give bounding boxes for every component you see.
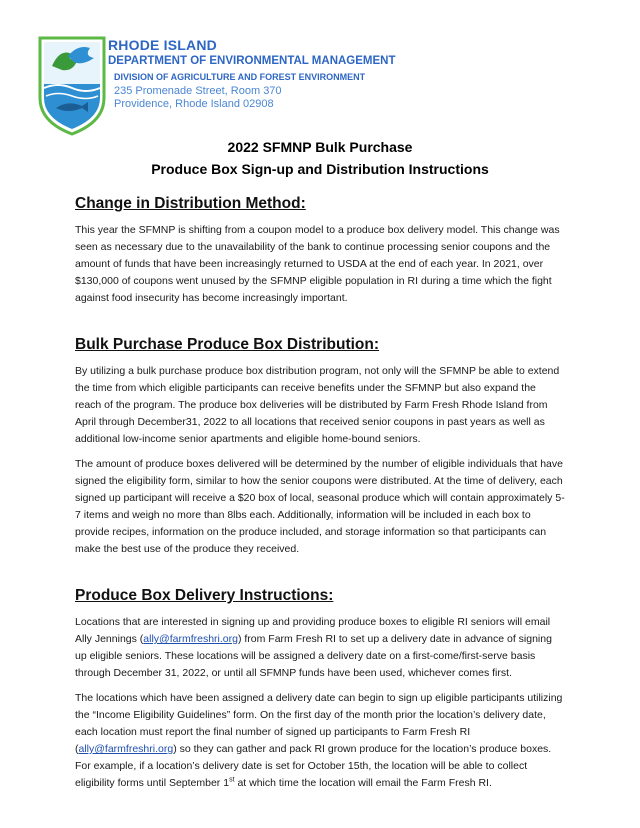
paragraph-delivery-2: [75, 690, 565, 792]
delivery-2-text-b: ) so they can gather and pack RI grown produce for the location’s produce boxes. For example, if a location’s delivery date is set for October 15th, the location will be able to collect eligibility forms until September 1: [75, 743, 552, 789]
letterhead-address: [114, 85, 396, 113]
delivery-2-text-a: The locations which have been assigned a delivery date can begin to sign up eligible participants utilizing the “Income Eligibility Guidelines” form. On the first day of the month prior the location’s delivery date, each location must report the final number of signed up participants to Farm Fresh RI (: [75, 692, 563, 755]
section-heading-bulk: Bulk Purchase Produce Box Distribution:: [75, 336, 380, 353]
section-heading-delivery: Produce Box Delivery Instructions:: [75, 587, 334, 604]
paragraph-change-1: This year the SFMNP is shifting from a coupon model to a produce box delivery model. This change was seen as necessary due to the unavailability of the bank to continue processing senior coupons and the amount of funds that have been increasingly returned to USDA at the end of each year. In 2021, over $130,000 of coupons went unused by the SFMNP eligible population in RI during a time which the fight against food insecurity has become increasingly important.: [75, 224, 560, 304]
section-heading-change: Change in Distribution Method:: [75, 195, 306, 212]
paragraph-bulk-2: The amount of produce boxes delivered will be determined by the number of eligible individuals that have signed the eligibility form, similar to how the senior coupons were distributed. At the time of delivery, each signed up participant will receive a $20 box of local, seasonal produce which will contain approximately 5-7 items and weigh no more than 8lbs each. Additionally, information will be included in each box to provide recipes, information on the produce included, and storage information so that participants can make the best use of the produce they received.: [75, 458, 565, 555]
letterhead-department: DEPARTMENT OF ENVIRONMENTAL MANAGEMENT: [108, 55, 396, 67]
delivery-1-text-b: ) from Farm Fresh RI to set up a delivery date in advance of signing up eligible seniors. These locations will be assigned a delivery date on a first-come/first-serve basis through December 31, 2022, or until all SFMNP funds have been used, whichever comes first.: [75, 633, 552, 679]
ordinal-suffix: st: [229, 776, 235, 784]
title-line-1: 2022 SFMNP Bulk Purchase: [227, 139, 413, 155]
ri-dem-logo-icon: [38, 36, 106, 136]
title-line-2: Produce Box Sign-up and Distribution Instructions: [151, 161, 489, 177]
email-link[interactable]: ally@farmfreshri.org: [78, 743, 174, 755]
delivery-2-text-c: at which time the location will email the Farm Fresh RI.: [234, 777, 492, 789]
paragraph-delivery-1: [75, 614, 565, 682]
address-line-2: Providence, Rhode Island 02908: [114, 98, 274, 111]
letterhead: [108, 38, 396, 112]
document-body: [75, 194, 565, 792]
letterhead-state: RHODE ISLAND: [108, 37, 217, 53]
letterhead-division: DIVISION OF AGRICULTURE AND FOREST ENVIRONMENT: [114, 71, 366, 82]
address-line-1: 235 Promenade Street, Room 370: [114, 84, 282, 97]
document-title: [0, 136, 640, 180]
paragraph-bulk-1: By utilizing a bulk purchase produce box distribution program, not only will the SFMNP be able to extend the time from which eligible participants can receive benefits under the SFMNP but also expand the reach of the program. The produce box deliveries will be distributed by Farm Fresh Rhode Island from April through December31, 2022 to all locations that received senior coupons in past years as well as additional low-income senior apartments and eligible home-bound seniors.: [75, 365, 560, 445]
delivery-1-text-a: Locations that are interested in signing up and providing produce boxes to eligible RI seniors will email Ally Jennings (: [75, 616, 551, 645]
email-link[interactable]: ally@farmfreshri.org: [143, 633, 238, 645]
